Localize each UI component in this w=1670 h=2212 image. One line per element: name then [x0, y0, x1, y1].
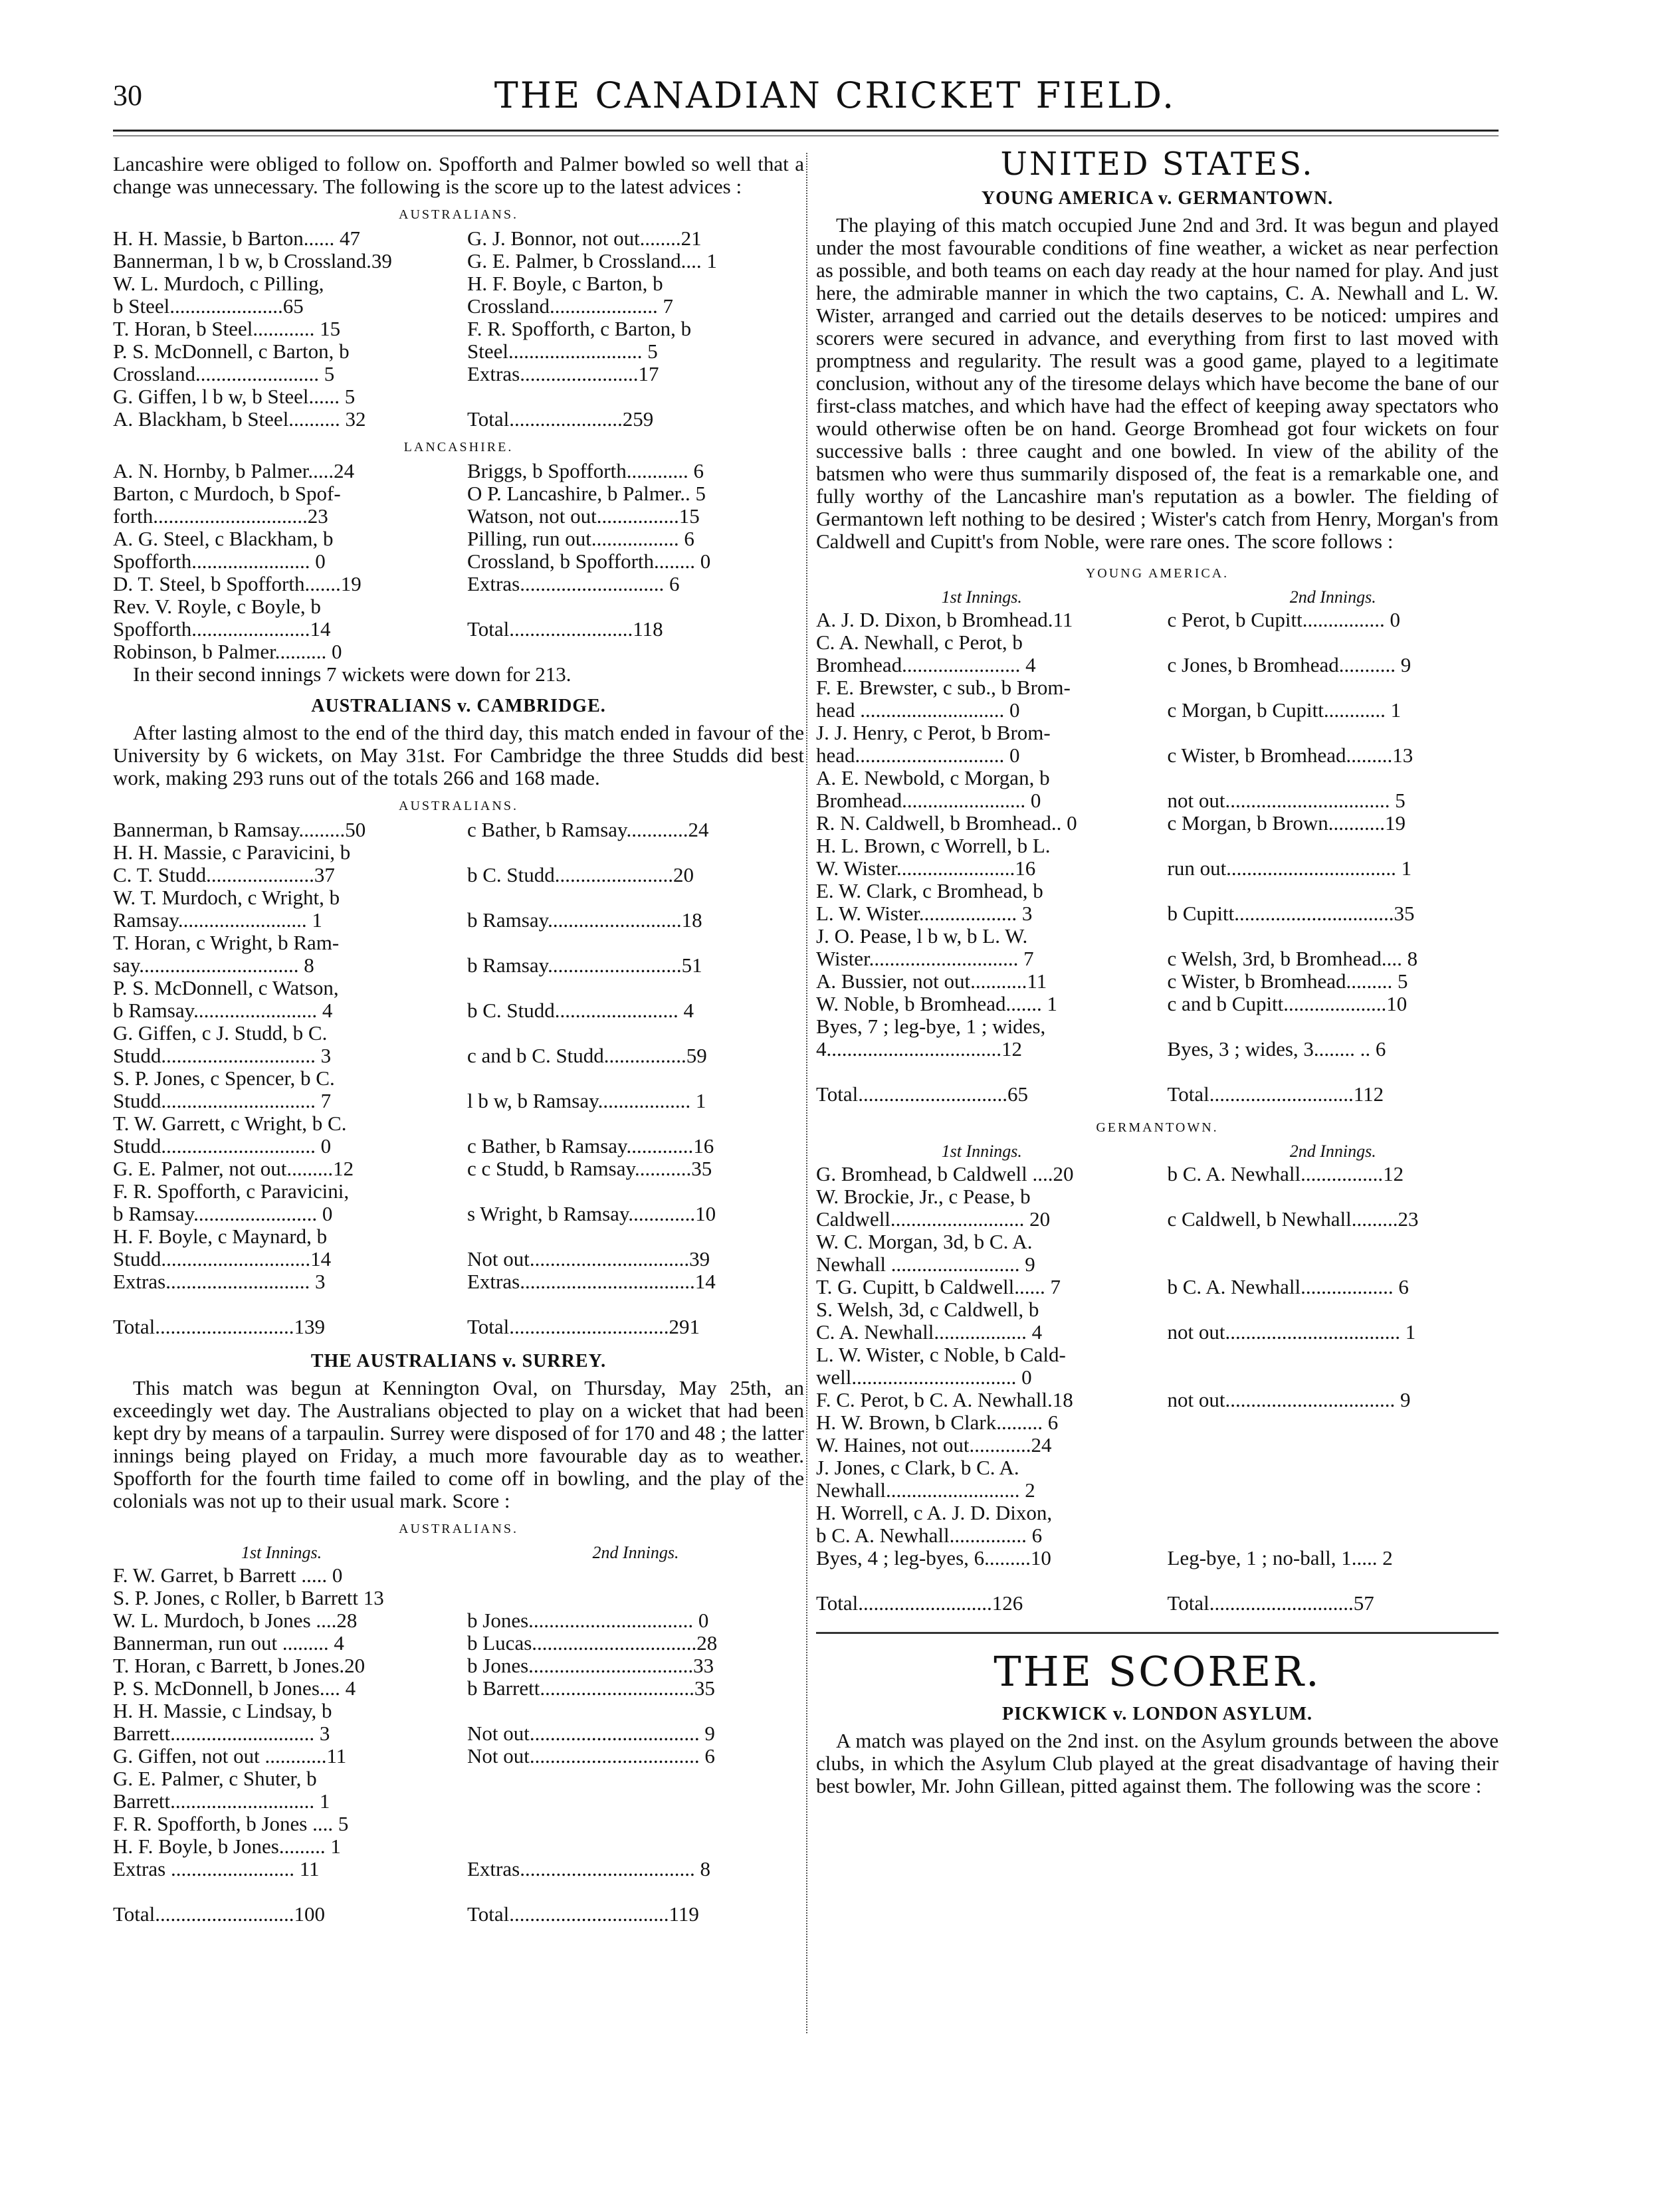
score-cell	[467, 595, 804, 618]
score-cell: Total..........................126	[816, 1592, 1023, 1615]
score-cell: Total.............................65	[816, 1083, 1029, 1106]
score-cell	[467, 1225, 804, 1248]
section-heading-australians-surrey: AUSTRALIANS.	[399, 1522, 518, 1536]
score-cell: l b w, b Ramsay.................. 1	[467, 1090, 706, 1112]
score-cell	[1168, 1457, 1499, 1479]
score-cell: Bannerman, b Ramsay.........50	[113, 819, 366, 841]
header-rule-top	[113, 130, 1499, 132]
scorecard-germantown	[816, 1163, 1499, 1615]
score-cell: Caldwell.......................... 20	[816, 1208, 1051, 1231]
score-cell	[467, 1180, 804, 1203]
score-cell: J. Jones, c Clark, b C. A.	[816, 1457, 1019, 1479]
section-heading-lancashire: LANCASHIRE.	[403, 440, 514, 454]
score-cell: Total...........................100	[113, 1903, 326, 1926]
score-cell: head............................. 0	[816, 744, 1020, 767]
score-cell: c Welsh, 3rd, b Bromhead.... 8	[1167, 948, 1418, 970]
score-cell	[1168, 880, 1499, 902]
score-cell: T. Horan, c Wright, b Ram-	[113, 932, 340, 954]
score-cell	[467, 1767, 804, 1790]
score-cell	[1168, 631, 1499, 654]
score-cell: say............................... 8	[113, 954, 314, 977]
article-title-cambridge: AUSTRALIANS v. CAMBRIDGE.	[311, 696, 606, 716]
score-cell: c Morgan, b Cupitt............ 1	[1167, 699, 1402, 722]
score-cell: c and b C. Studd................59	[467, 1045, 707, 1067]
innings-labels-young-america	[816, 586, 1499, 609]
section-heading-australians-cambridge: AUSTRALIANS.	[399, 799, 518, 813]
score-cell	[1168, 1366, 1499, 1389]
intro-paragraph: Lancashire were obliged to follow on. Spofforth and Palmer bowled so well that a change was unnecessary. The following is the score up to the latest advices :	[113, 152, 804, 198]
score-cell: F. W. Garret, b Barrett ..... 0	[113, 1564, 343, 1587]
score-cell: P. S. McDonnell, c Watson,	[113, 977, 339, 999]
score-cell: G. Giffen, c J. Studd, b C.	[113, 1022, 328, 1045]
score-cell: A. Blackham, b Steel.......... 32	[113, 408, 366, 431]
score-cell	[467, 1587, 804, 1609]
score-cell	[467, 1112, 804, 1135]
score-cell: S. P. Jones, c Roller, b Barrett 13	[113, 1587, 384, 1609]
score-cell: forth..............................23	[113, 505, 328, 528]
score-cell: Rev. V. Royle, c Boyle, b	[113, 595, 321, 618]
score-cell: W. Noble, b Bromhead....... 1	[816, 993, 1058, 1015]
score-cell: Briggs, b Spofforth............ 6	[467, 460, 704, 482]
score-cell: c c Studd, b Ramsay...........35	[467, 1157, 712, 1180]
score-cell: Studd.............................. 0	[113, 1135, 332, 1157]
score-cell: F. C. Perot, b C. A. Newhall.18	[816, 1389, 1073, 1411]
innings-label-first: 1st Innings.	[941, 1142, 1022, 1161]
score-cell: R. N. Caldwell, b Bromhead.. 0	[816, 812, 1077, 835]
score-cell: well................................ 0	[816, 1366, 1032, 1389]
cambridge-paragraph: After lasting almost to the end of the third day, this match ended in favour of the University by 6 wickets, on May 31st. For Cambridge the three Studds did best work, making 293 runs out of the totals 266 and 168 made.	[113, 721, 804, 789]
score-cell: H. F. Boyle, c Maynard, b	[113, 1225, 328, 1248]
score-cell: not out.................................. 1	[1167, 1321, 1416, 1344]
score-cell	[467, 1564, 804, 1587]
score-cell	[467, 841, 804, 864]
innings-label-second: 2nd Innings.	[1289, 587, 1376, 607]
score-cell: O P. Lancashire, b Palmer.. 5	[467, 482, 706, 505]
score-cell: b Ramsay........................ 4	[113, 999, 333, 1022]
score-cell: Steel.......................... 5	[467, 340, 658, 363]
score-cell: G. J. Bonnor, not out........21	[467, 227, 702, 250]
score-cell: A. N. Hornby, b Palmer.....24	[113, 460, 355, 482]
score-cell: H. W. Brown, b Clark......... 6	[816, 1411, 1059, 1434]
score-cell: not out................................ 5	[1167, 789, 1406, 812]
score-cell: b Ramsay........................ 0	[113, 1203, 333, 1225]
score-cell	[467, 1022, 804, 1045]
score-cell: s Wright, b Ramsay.............10	[467, 1203, 716, 1225]
score-cell: W. L. Murdoch, c Pilling,	[113, 272, 324, 295]
score-cell: A. G. Steel, c Blackham, b	[113, 528, 334, 550]
score-cell: Byes, 7 ; leg-bye, 1 ; wides,	[816, 1015, 1046, 1038]
score-cell: H. F. Boyle, c Barton, b	[467, 272, 663, 295]
score-cell: Not out................................. 6	[467, 1745, 715, 1767]
section-separator	[816, 1632, 1499, 1634]
score-cell: Spofforth.......................14	[113, 618, 331, 641]
score-cell: Extras............................ 3	[113, 1270, 326, 1293]
score-cell: G. Giffen, not out ............11	[113, 1745, 347, 1767]
article-title-surrey: THE AUSTRALIANS v. SURREY.	[310, 1351, 607, 1371]
score-cell: Total......................259	[467, 408, 654, 431]
score-cell: head ............................ 0	[816, 699, 1020, 722]
second-innings-note: In their second innings 7 wickets were down for 213.	[133, 662, 572, 686]
score-cell: T. G. Cupitt, b Caldwell...... 7	[816, 1276, 1061, 1298]
score-cell: J. J. Henry, c Perot, b Brom-	[816, 722, 1051, 744]
score-cell: Barrett............................ 3	[113, 1722, 330, 1745]
section-title-the-scorer: THE SCORER.	[993, 1647, 1321, 1696]
score-cell	[467, 886, 804, 909]
score-cell: T. Horan, c Barrett, b Jones.20	[113, 1655, 365, 1677]
article-title-young-america: YOUNG AMERICA v. GERMANTOWN.	[981, 188, 1334, 209]
score-cell	[467, 1880, 804, 1903]
score-cell	[1168, 835, 1499, 857]
innings-label-second: 2nd Innings.	[592, 1543, 679, 1562]
score-cell: Total...............................119	[467, 1903, 699, 1926]
score-cell: Bannerman, run out ......... 4	[113, 1632, 344, 1655]
innings-label-second: 2nd Innings.	[1289, 1142, 1376, 1161]
score-cell	[467, 932, 804, 954]
score-cell: b Ramsay..........................18	[467, 909, 702, 932]
score-cell: H. Worrell, c A. J. D. Dixon,	[816, 1502, 1053, 1524]
score-cell: b Cupitt...............................35	[1167, 902, 1415, 925]
score-cell	[1168, 1411, 1499, 1434]
score-cell: Bromhead....................... 4	[816, 654, 1036, 676]
score-cell	[467, 1790, 804, 1813]
score-cell: H. L. Brown, c Worrell, b L.	[816, 835, 1051, 857]
score-cell: W. T. Murdoch, c Wright, b	[113, 886, 340, 909]
innings-labels-surrey	[113, 1542, 804, 1564]
score-cell	[1168, 925, 1499, 948]
young-america-paragraph: The playing of this match occupied June 2nd and 3rd. It was begun and played under the most favourable conditions of fine weather, a wicket as near perfection as possible, and both teams on each day ready at the hour named for play. And just here, the admirable manner in which the two captains, C. A. Newhall and L. W. Wister, arranged and carried out the details deserves to be noticed: umpires and scorers were secured in advance, and everything from first to last moved with promptness and regularity. The result was a good game, played to a legitimate conclusion, without any of the tiresome delays which have become the bane of our first-class matches, and which have had the effect of keeping away spectators who would otherwise often be on hand. George Bromhead got four wickets on four successive balls : three caught and one bowled. In view of the ability of the batsmen who were thus summarily disposed of, the feat is a remarkable one, and fully worthy of the Lancashire man's reputation as a bowler. The fielding of Germantown left nothing to be desired ; Wister's catch from Henry, Morgan's from Caldwell and Cupitt's from Noble, were rare ones. The score follows :	[816, 213, 1499, 553]
score-cell: T. W. Garrett, c Wright, b C.	[113, 1112, 347, 1135]
section-heading-australians: AUSTRALIANS.	[399, 207, 518, 222]
score-cell: Leg-bye, 1 ; no-ball, 1..... 2	[1167, 1547, 1393, 1569]
score-cell: E. W. Clark, c Bromhead, b	[816, 880, 1043, 902]
score-cell: b C. Studd........................ 4	[467, 999, 694, 1022]
score-cell	[1168, 1434, 1499, 1457]
score-cell: c and b Cupitt....................10	[1167, 993, 1408, 1015]
score-cell: Studd.............................14	[113, 1248, 332, 1270]
right-column	[816, 146, 1499, 1797]
score-cell: Total............................112	[1167, 1083, 1384, 1106]
section-title-united-states: UNITED STATES.	[1000, 146, 1314, 183]
score-cell: Total...............................291	[467, 1316, 700, 1338]
score-cell: F. E. Brewster, c sub., b Brom-	[816, 676, 1071, 699]
score-cell: b C. A. Newhall.................. 6	[1167, 1276, 1409, 1298]
score-cell: G. Giffen, l b w, b Steel...... 5	[113, 385, 356, 408]
score-cell	[1168, 1569, 1499, 1592]
innings-labels-germantown	[816, 1140, 1499, 1163]
score-cell: T. Horan, b Steel............ 15	[113, 318, 341, 340]
score-cell: b C. Studd.......................20	[467, 864, 694, 886]
scorecard-australians-surrey	[113, 1564, 804, 1926]
score-cell: Spofforth....................... 0	[113, 550, 326, 573]
score-cell: b Barrett..............................35	[467, 1677, 715, 1700]
section-heading-young-america: YOUNG AMERICA.	[1085, 566, 1229, 581]
score-cell: Extras..................................14	[467, 1270, 716, 1293]
score-cell	[1168, 1298, 1499, 1321]
innings-label-first: 1st Innings.	[941, 587, 1022, 607]
score-cell: W. Brockie, Jr., c Pease, b	[816, 1185, 1031, 1208]
score-cell	[1168, 767, 1499, 789]
score-cell: A. E. Newbold, c Morgan, b	[816, 767, 1050, 789]
score-cell: W. Wister.......................16	[816, 857, 1036, 880]
score-cell: c Perot, b Cupitt................ 0	[1167, 609, 1400, 631]
score-cell	[1168, 1253, 1499, 1276]
score-cell: W. C. Morgan, 3d, b C. A.	[816, 1231, 1033, 1253]
score-cell: b Steel......................65	[113, 295, 304, 318]
score-cell: G. E. Palmer, not out.........12	[113, 1157, 354, 1180]
score-cell: Not out................................. 9	[467, 1722, 715, 1745]
score-cell	[467, 1067, 804, 1090]
score-cell: b Ramsay..........................51	[467, 954, 702, 977]
score-cell: Pilling, run out................. 6	[467, 528, 694, 550]
score-cell: Total...........................139	[113, 1316, 326, 1338]
score-cell: A. J. D. Dixon, b Bromhead.11	[816, 609, 1073, 631]
score-cell: 4..................................12	[816, 1038, 1022, 1060]
score-cell: b Jones................................ 0	[467, 1609, 709, 1632]
score-cell: D. T. Steel, b Spofforth.......19	[113, 573, 362, 595]
score-cell	[1168, 1502, 1499, 1524]
surrey-paragraph: This match was begun at Kennington Oval, on Thursday, May 25th, an exceedingly wet day. The Australians objected to play on a wicket that had been kept dry by means of a tarpaulin. Surrey were disposed of for 170 and 48 ; the latter innings being played on Friday, a much more favourable day as to weather. Spofforth for the fourth time failed to come off in bowling, and the play of the colonials was not up to their usual mark. Score :	[113, 1376, 804, 1512]
score-cell: Extras.......................17	[467, 363, 659, 385]
score-cell: b C. A. Newhall................12	[1167, 1163, 1404, 1185]
score-cell: Extras.................................. 8	[467, 1858, 710, 1880]
scorecard-lancashire	[113, 460, 804, 663]
score-cell: b Lucas................................28	[467, 1632, 718, 1655]
score-cell	[1168, 1015, 1499, 1038]
scorecard-australians-lancashire	[113, 227, 804, 431]
score-cell: Ramsay......................... 1	[113, 909, 322, 932]
score-cell: S. P. Jones, c Spencer, b C.	[113, 1067, 335, 1090]
score-cell	[467, 385, 804, 408]
score-cell: c Bather, b Ramsay.............16	[467, 1135, 714, 1157]
scorecard-australians-cambridge	[113, 819, 804, 1338]
score-cell	[467, 977, 804, 999]
score-cell: Byes, 3 ; wides, 3........ .. 6	[1167, 1038, 1386, 1060]
score-cell: Crossland........................ 5	[113, 363, 335, 385]
score-cell: c Jones, b Bromhead........... 9	[1167, 654, 1411, 676]
score-cell: H. H. Massie, c Lindsay, b	[113, 1700, 332, 1722]
score-cell	[467, 1835, 804, 1858]
article-title-pickwick: PICKWICK v. LONDON ASYLUM.	[1001, 1704, 1313, 1724]
score-cell	[113, 1293, 450, 1316]
score-cell: Crossland, b Spofforth........ 0	[467, 550, 711, 573]
score-cell: c Wister, b Bromhead.........13	[1167, 744, 1413, 767]
score-cell: G. Bromhead, b Caldwell ....20	[816, 1163, 1074, 1185]
score-cell	[1168, 1060, 1499, 1083]
page-number: 30	[113, 79, 142, 112]
score-cell	[467, 1813, 804, 1835]
score-cell: P. S. McDonnell, b Jones.... 4	[113, 1677, 356, 1700]
score-cell	[1168, 1524, 1499, 1547]
score-cell: G. E. Palmer, b Crossland.... 1	[467, 250, 717, 272]
score-cell: H. H. Massie, b Barton...... 47	[113, 227, 360, 250]
score-cell: Bromhead........................ 0	[816, 789, 1041, 812]
score-cell	[1168, 1479, 1499, 1502]
score-cell: P. S. McDonnell, c Barton, b	[113, 340, 350, 363]
score-cell: b Jones................................33	[467, 1655, 714, 1677]
score-cell: Wister............................. 7	[816, 948, 1034, 970]
score-cell	[816, 1060, 1148, 1083]
score-cell: S. Welsh, 3d, c Caldwell, b	[816, 1298, 1039, 1321]
score-cell: Crossland..................... 7	[467, 295, 673, 318]
score-cell: H. H. Massie, c Paravicini, b	[113, 841, 351, 864]
score-cell: Robinson, b Palmer.......... 0	[113, 641, 342, 663]
score-cell	[1168, 1185, 1499, 1208]
score-cell	[816, 1569, 1148, 1592]
score-cell	[1168, 1344, 1499, 1366]
left-column	[113, 153, 804, 1926]
score-cell: F. R. Spofforth, c Paravicini,	[113, 1180, 350, 1203]
score-cell: c Bather, b Ramsay............24	[467, 819, 709, 841]
score-cell: Extras............................ 6	[467, 573, 680, 595]
score-cell: c Morgan, b Brown...........19	[1167, 812, 1406, 835]
score-cell: Total............................57	[1167, 1592, 1374, 1615]
score-cell: A. Bussier, not out...........11	[816, 970, 1047, 993]
score-cell: C. A. Newhall.................. 4	[816, 1321, 1043, 1344]
score-cell: not out................................. 9	[1167, 1389, 1411, 1411]
running-head: THE CANADIAN CRICKET FIELD.	[494, 74, 1176, 116]
score-cell: C. A. Newhall, c Perot, b	[816, 631, 1023, 654]
score-cell: c Wister, b Bromhead......... 5	[1167, 970, 1408, 993]
score-cell: b C. A. Newhall............... 6	[816, 1524, 1043, 1547]
score-cell: L. W. Wister................... 3	[816, 902, 1033, 925]
score-cell	[467, 1293, 804, 1316]
scorecard-young-america	[816, 609, 1499, 1106]
score-cell: Not out...............................39	[467, 1248, 710, 1270]
score-cell	[1168, 676, 1499, 699]
score-cell: H. F. Boyle, b Jones......... 1	[113, 1835, 341, 1858]
score-cell	[1168, 1231, 1499, 1253]
score-cell	[467, 1700, 804, 1722]
innings-label-first: 1st Innings.	[241, 1543, 322, 1562]
pickwick-paragraph: A match was played on the 2nd inst. on the Asylum grounds between the above clubs, in which the Asylum Club played at the great disadvantage of having their best bowler, Mr. John Gillean, pitted against them. The following was the score :	[816, 1729, 1499, 1797]
score-cell: J. O. Pease, l b w, b L. W.	[816, 925, 1028, 948]
score-cell: Studd.............................. 7	[113, 1090, 332, 1112]
score-cell: Barrett............................ 1	[113, 1790, 330, 1813]
score-cell: Watson, not out................15	[467, 505, 700, 528]
score-cell: F. R. Spofforth, c Barton, b	[467, 318, 692, 340]
score-cell: W. L. Murdoch, b Jones ....28	[113, 1609, 358, 1632]
score-cell: Total........................118	[467, 618, 663, 641]
score-cell: Bannerman, l b w, b Crossland.39	[113, 250, 392, 272]
score-cell: Newhall.......................... 2	[816, 1479, 1035, 1502]
score-cell: Barton, c Murdoch, b Spof-	[113, 482, 341, 505]
score-cell: c Caldwell, b Newhall.........23	[1167, 1208, 1419, 1231]
score-cell: run out................................. 1	[1167, 857, 1412, 880]
score-cell: Newhall ......................... 9	[816, 1253, 1035, 1276]
section-heading-germantown: GERMANTOWN.	[1096, 1120, 1219, 1135]
score-cell	[467, 641, 804, 663]
score-cell: L. W. Wister, c Noble, b Cald-	[816, 1344, 1066, 1366]
score-cell: W. Haines, not out............24	[816, 1434, 1052, 1457]
score-cell: Studd.............................. 3	[113, 1045, 332, 1067]
column-divider	[806, 153, 807, 2033]
score-cell	[1168, 722, 1499, 744]
score-cell: G. E. Palmer, c Shuter, b	[113, 1767, 317, 1790]
score-cell: Extras ........................ 11	[113, 1858, 320, 1880]
score-cell: Byes, 4 ; leg-byes, 6.........10	[816, 1547, 1051, 1569]
score-cell: F. R. Spofforth, b Jones .... 5	[113, 1813, 349, 1835]
score-cell: C. T. Studd.....................37	[113, 864, 335, 886]
score-cell	[113, 1880, 450, 1903]
